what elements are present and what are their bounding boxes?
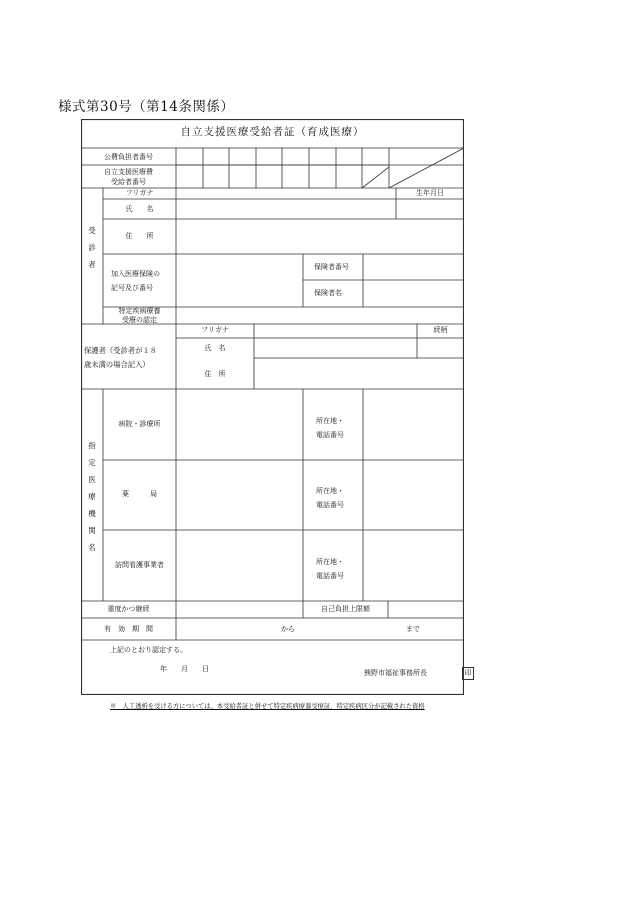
pharmacy-label: 薬 局 [122, 490, 157, 498]
patient-address-label: 住 所 [125, 232, 154, 240]
severe-continuing-label: 重度かつ継続 [107, 605, 150, 613]
guardian-address-label: 住 所 [204, 370, 226, 378]
footnote: ※ 人工透析を受ける方については、本受給者証と併せて特定疾病療養受療証、特定疾病区分が記載された資格 [110, 703, 425, 710]
insurer-number-label: 保険者番号 [314, 263, 349, 271]
copay-limit-label: 自己負担上限額 [321, 605, 370, 613]
validity-from: から [281, 625, 295, 633]
nursing-label: 訪問看護事業者 [115, 561, 164, 569]
institutions-section-label: 指 定 医 療 機 関 名 [88, 441, 96, 552]
insurance-label: 加入医療保険の 記号及び番号 [111, 270, 160, 292]
certificate-form [81, 119, 472, 695]
hospital-label: 病院・診療所 [118, 420, 161, 428]
guardian-section-label: 保護者（受診者が１８ 歳未満の場合記入） [84, 346, 157, 369]
certificate-title: 自立支援医療受給者証（育成医療） [180, 126, 365, 138]
patient-name-label: 氏 名 [125, 205, 154, 213]
payer-number-label: 公費負担者番号 [104, 153, 153, 161]
relationship-label: 続柄 [433, 326, 448, 334]
validity-until: まで [406, 625, 420, 633]
patient-section-label: 受 診 者 [88, 226, 96, 269]
form-number: 様式第30号（第14条関係） [58, 99, 235, 115]
recipient-number-label: 自立支援医療費 受給者番号 [104, 168, 153, 186]
birthdate-label: 生年月日 [416, 189, 444, 197]
guardian-furigana-label: フリガナ [201, 326, 229, 334]
pharmacy-location-label: 所在地・ 電話番号 [316, 487, 344, 509]
hospital-location-label: 所在地・ 電話番号 [316, 417, 344, 439]
certification-text: 上記のとおり認定する。 [110, 646, 187, 654]
patient-furigana-label: フリガナ [125, 189, 154, 197]
insurer-name-label: 保険者名 [314, 289, 342, 297]
nursing-location-label: 所在地・ 電話番号 [316, 558, 344, 580]
certification-date: 年 月 日 [160, 665, 209, 673]
specific-disease-label: 特定疾病療養 受療の認定 [118, 307, 161, 324]
issuer-name: 熊野市福祉事務所長 [364, 669, 427, 677]
guardian-name-label: 氏 名 [204, 344, 226, 352]
validity-label: 有 効 期 間 [104, 625, 153, 633]
seal-mark: 印 [462, 667, 474, 680]
